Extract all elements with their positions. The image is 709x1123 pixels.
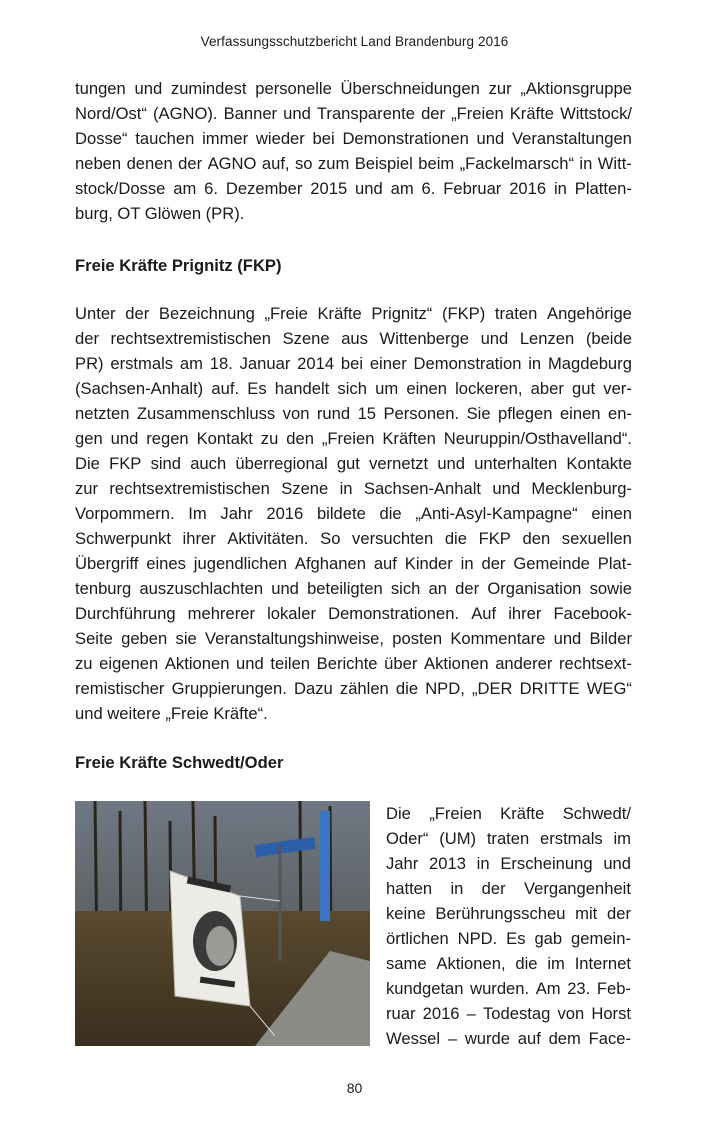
text-line: Die „Freien Kräfte Schwedt/ (386, 804, 631, 823)
banner-photo-image (75, 801, 370, 1046)
text-line: kundgetan wurden. Am 23. Feb- (386, 979, 631, 998)
text-line: gen und regen Kontakt zu den „Freien Kräften Neuruppin/Osthavelland“. (75, 429, 632, 448)
text-line: burg, OT Glöwen (PR). (75, 204, 245, 223)
text-line: netzten Zusammenschluss von rund 15 Personen. Sie pflegen einen en- (75, 404, 632, 423)
text-line: und weitere „Freie Kräfte“. (75, 704, 268, 723)
text-line: zur rechtsextremistischen Szene in Sachsen-Anhalt und Mecklenburg- (75, 479, 632, 498)
page-number: 80 (346, 1080, 363, 1096)
section-heading-fkp: Freie Kräfte Prignitz (FKP) (75, 256, 282, 275)
text-line: der rechtsextremistischen Szene aus Wittenberge und Lenzen (beide (75, 329, 632, 348)
text-line: zu eigenen Aktionen und teilen Berichte über Aktionen anderer rechtsext- (75, 654, 632, 673)
text-line: keine Berührungsscheu mit der (386, 904, 631, 923)
text-line: Unter der Bezeichnung „Freie Kräfte Prignitz“ (FKP) traten Angehörige (75, 304, 632, 323)
text-line: Übergriff eines jugendlichen Afghanen auf Kinder in der Gemeinde Plat- (75, 554, 632, 573)
text-line: Durchführung mehrerer lokaler Demonstrationen. Auf ihrer Facebook- (75, 604, 632, 623)
text-line: Nord/Ost“ (AGNO). Banner und Transparente der „Freien Kräfte Wittstock/ (75, 104, 632, 123)
text-line: (Sachsen-Anhalt) auf. Es handelt sich um einen lockeren, aber gut ver- (75, 379, 632, 398)
text-line: Vorpommern. Im Jahr 2016 bildete die „Anti-Asyl-Kampagne“ einen (75, 504, 632, 523)
running-header: Verfassungsschutzbericht Land Brandenburg 2016 (200, 34, 509, 49)
text-line: Oder“ (UM) traten erstmals im (386, 829, 631, 848)
text-line: neben denen der AGNO auf, so zum Beispiel beim „Fackelmarsch“ in Witt- (75, 154, 632, 173)
text-line: Jahr 2013 in Erscheinung und (386, 854, 631, 873)
section-heading-schwedt: Freie Kräfte Schwedt/Oder (75, 753, 284, 772)
text-line: stock/Dosse am 6. Dezember 2015 und am 6. Februar 2016 in Platten- (75, 179, 632, 198)
text-line: tungen und zumindest personelle Überschneidungen zur „Aktionsgruppe (75, 79, 632, 98)
text-line: Wessel – wurde auf dem Face- (386, 1029, 631, 1048)
text-line: Die FKP sind auch überregional gut vernetzt und unterhalten Kontakte (75, 454, 632, 473)
text-line: hatten in der Vergangenheit (386, 879, 631, 898)
text-line: PR) erstmals am 18. Januar 2014 bei einer Demonstration in Magdeburg (75, 354, 632, 373)
text-line: Seite geben sie Veranstaltungshinweise, posten Kommentare und Bilder (75, 629, 632, 648)
text-line: tenburg auszuschlachten und beteiligten sich an der Organisation sowie (75, 579, 632, 598)
banner-photo (75, 801, 370, 1046)
text-line: Dosse“ tauchen immer wieder bei Demonstrationen und Veranstaltungen (75, 129, 632, 148)
text-line: Schwerpunkt ihrer Aktivitäten. So versuchten die FKP den sexuellen (75, 529, 632, 548)
text-line: remistischer Gruppierungen. Dazu zählen die NPD, „DER DRITTE WEG“ (75, 679, 632, 698)
text-line: örtlichen NPD. Es gab gemein- (386, 929, 631, 948)
text-line: same Aktionen, die im Internet (386, 954, 631, 973)
text-line: ruar 2016 – Todestag von Horst (386, 1004, 631, 1023)
